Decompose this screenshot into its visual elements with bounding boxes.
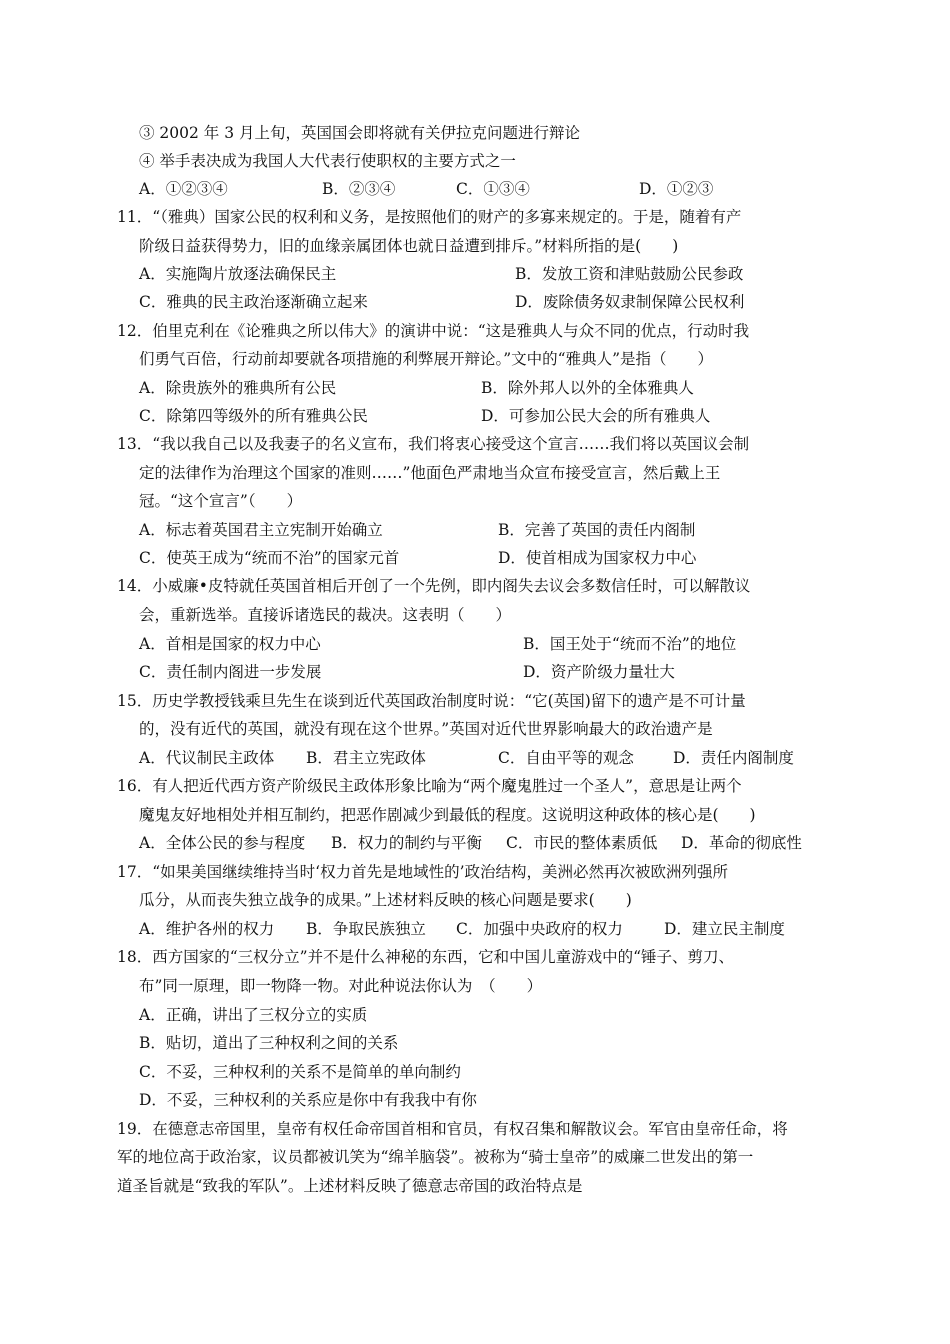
question-14-option-c: C．责任制内阁进一步发展	[139, 663, 322, 681]
intro-option-b: B．②③④	[322, 180, 396, 198]
question-18-line-2: 布”同一原理，即一物降一物。对此种说法你认为 （ ）	[139, 977, 543, 995]
intro-item-4: ④ 举手表决成为我国人大代表行使职权的主要方式之一	[139, 152, 516, 170]
question-13-line-3: 冠。“这个宣言”（ ）	[139, 492, 303, 510]
question-12-option-a: A．除贵族外的雅典所有公民	[139, 379, 337, 397]
question-18-option-d: D．不妥，三种权利的关系应是你中有我我中有你	[139, 1091, 477, 1109]
question-17-option-b: B．争取民族独立	[306, 920, 426, 938]
question-16-option-d: D．革命的彻底性	[681, 834, 802, 852]
question-15-line-1: 15．历史学教授钱乘旦先生在谈到近代英国政治制度时说：“它(英国)留下的遗产是不可计量	[117, 692, 746, 710]
question-13-option-a: A．标志着英国君主立宪制开始确立	[139, 521, 383, 539]
question-18-option-a: A．正确，讲出了三权分立的实质	[139, 1006, 368, 1024]
question-15-option-b: B．君主立宪政体	[306, 749, 426, 767]
intro-option-d: D．①②③	[639, 180, 714, 198]
question-11-option-c: C．雅典的民主政治逐渐确立起来	[139, 293, 368, 311]
question-14-line-2: 会，重新选举。直接诉诸选民的裁决。这表明（ ）	[139, 606, 512, 624]
question-19-line-2: 军的地位高于政治家，议员都被讥笑为“绵羊脑袋”。被称为“骑士皇帝”的威廉二世发出的第一	[117, 1148, 754, 1166]
question-11-option-a: A．实施陶片放逐法确保民主	[139, 265, 337, 283]
question-11-line-2: 阶级日益获得势力，旧的血缘亲属团体也就日益遭到排斥。”材料所指的是( )	[139, 237, 679, 255]
question-15-option-d: D．责任内阁制度	[673, 749, 794, 767]
question-13-line-1: 13．“我以我自己以及我妻子的名义宣布，我们将衷心接受这个宣言……我们将以英国议会制	[117, 435, 750, 453]
question-11-line-1: 11．“（雅典）国家公民的权利和义务，是按照他们的财产的多寡来规定的。于是，随着有产	[117, 208, 742, 226]
question-16-line-1: 16．有人把近代西方资产阶级民主政体形象比喻为“两个魔鬼胜过一个圣人”，意思是让两个	[117, 777, 742, 795]
question-12-line-1: 12．伯里克利在《论雅典之所以伟大》的演讲中说：“这是雅典人与众不同的优点，行动时我	[117, 322, 750, 340]
question-11-option-b: B．发放工资和津贴鼓励公民参政	[515, 265, 744, 283]
question-19-line-3: 道圣旨就是“致我的军队”。上述材料反映了德意志帝国的政治特点是	[117, 1177, 583, 1195]
question-12-option-d: D．可参加公民大会的所有雅典人	[481, 407, 711, 425]
question-16-option-b: B．权力的制约与平衡	[331, 834, 482, 852]
question-18-option-b: B．贴切，道出了三种权利之间的关系	[139, 1034, 399, 1052]
question-12-option-c: C．除第四等级外的所有雅典公民	[139, 407, 368, 425]
intro-item-3: ③ 2002 年 3 月上旬，英国国会即将就有关伊拉克问题进行辩论	[139, 124, 581, 142]
question-15-option-a: A．代议制民主政体	[139, 749, 275, 767]
question-14-option-a: A．首相是国家的权力中心	[139, 635, 321, 653]
question-17-option-a: A．维护各州的权力	[139, 920, 275, 938]
question-16-option-c: C．市民的整体素质低	[506, 834, 658, 852]
question-12-option-b: B．除外邦人以外的全体雅典人	[481, 379, 694, 397]
question-14-option-b: B．国王处于“统而不治”的地位	[523, 635, 737, 653]
intro-option-a: A．①②③④	[139, 180, 228, 198]
question-16-line-2: 魔鬼友好地相处并相互制约，把恶作剧减少到最低的程度。这说明这种政体的核心是( )	[139, 806, 756, 824]
question-17-option-c: C．加强中央政府的权力	[456, 920, 623, 938]
question-12-line-2: 们勇气百倍，行动前却要就各项措施的利弊展开辩论。”文中的“雅典人”是指（ ）	[139, 350, 714, 368]
question-18-option-c: C．不妥，三种权利的关系不是简单的单向制约	[139, 1063, 461, 1081]
question-13-option-d: D．使首相成为国家权力中心	[498, 549, 697, 567]
question-14-option-d: D．资产阶级力量壮大	[523, 663, 675, 681]
question-13-line-2: 定的法律作为治理这个国家的准则……”他面色严肃地当众宣布接受宣言，然后戴上王	[139, 464, 721, 482]
intro-option-c: C．①③④	[456, 180, 530, 198]
question-19-line-1: 19．在德意志帝国里，皇帝有权任命帝国首相和官员，有权召集和解散议会。军官由皇帝任命，将	[117, 1120, 788, 1138]
question-17-option-d: D．建立民主制度	[664, 920, 785, 938]
question-11-option-d: D．废除债务奴隶制保障公民权利	[515, 293, 745, 311]
question-13-option-b: B．完善了英国的责任内阁制	[498, 521, 696, 539]
question-15-option-c: C．自由平等的观念	[498, 749, 634, 767]
question-18-line-1: 18．西方国家的“三权分立”并不是什么神秘的东西，它和中国儿童游戏中的“锤子、剪刀、	[117, 948, 734, 966]
question-13-option-c: C．使英王成为“统而不治”的国家元首	[139, 549, 400, 567]
question-16-option-a: A．全体公民的参与程度	[139, 834, 306, 852]
question-17-line-1: 17．“如果美国继续维持当时‘权力首先是地域性的’政治结构，美洲必然再次被欧洲列强所	[117, 863, 729, 881]
question-15-line-2: 的，没有近代的英国，就没有现在这个世界。”英国对近代世界影响最大的政治遗产是	[139, 720, 713, 738]
question-17-line-2: 瓜分，从而丧失独立战争的成果。”上述材料反映的核心问题是要求( )	[139, 891, 632, 909]
question-14-line-1: 14．小威廉•皮特就任英国首相后开创了一个先例，即内阁失去议会多数信任时，可以解散议	[117, 577, 751, 595]
